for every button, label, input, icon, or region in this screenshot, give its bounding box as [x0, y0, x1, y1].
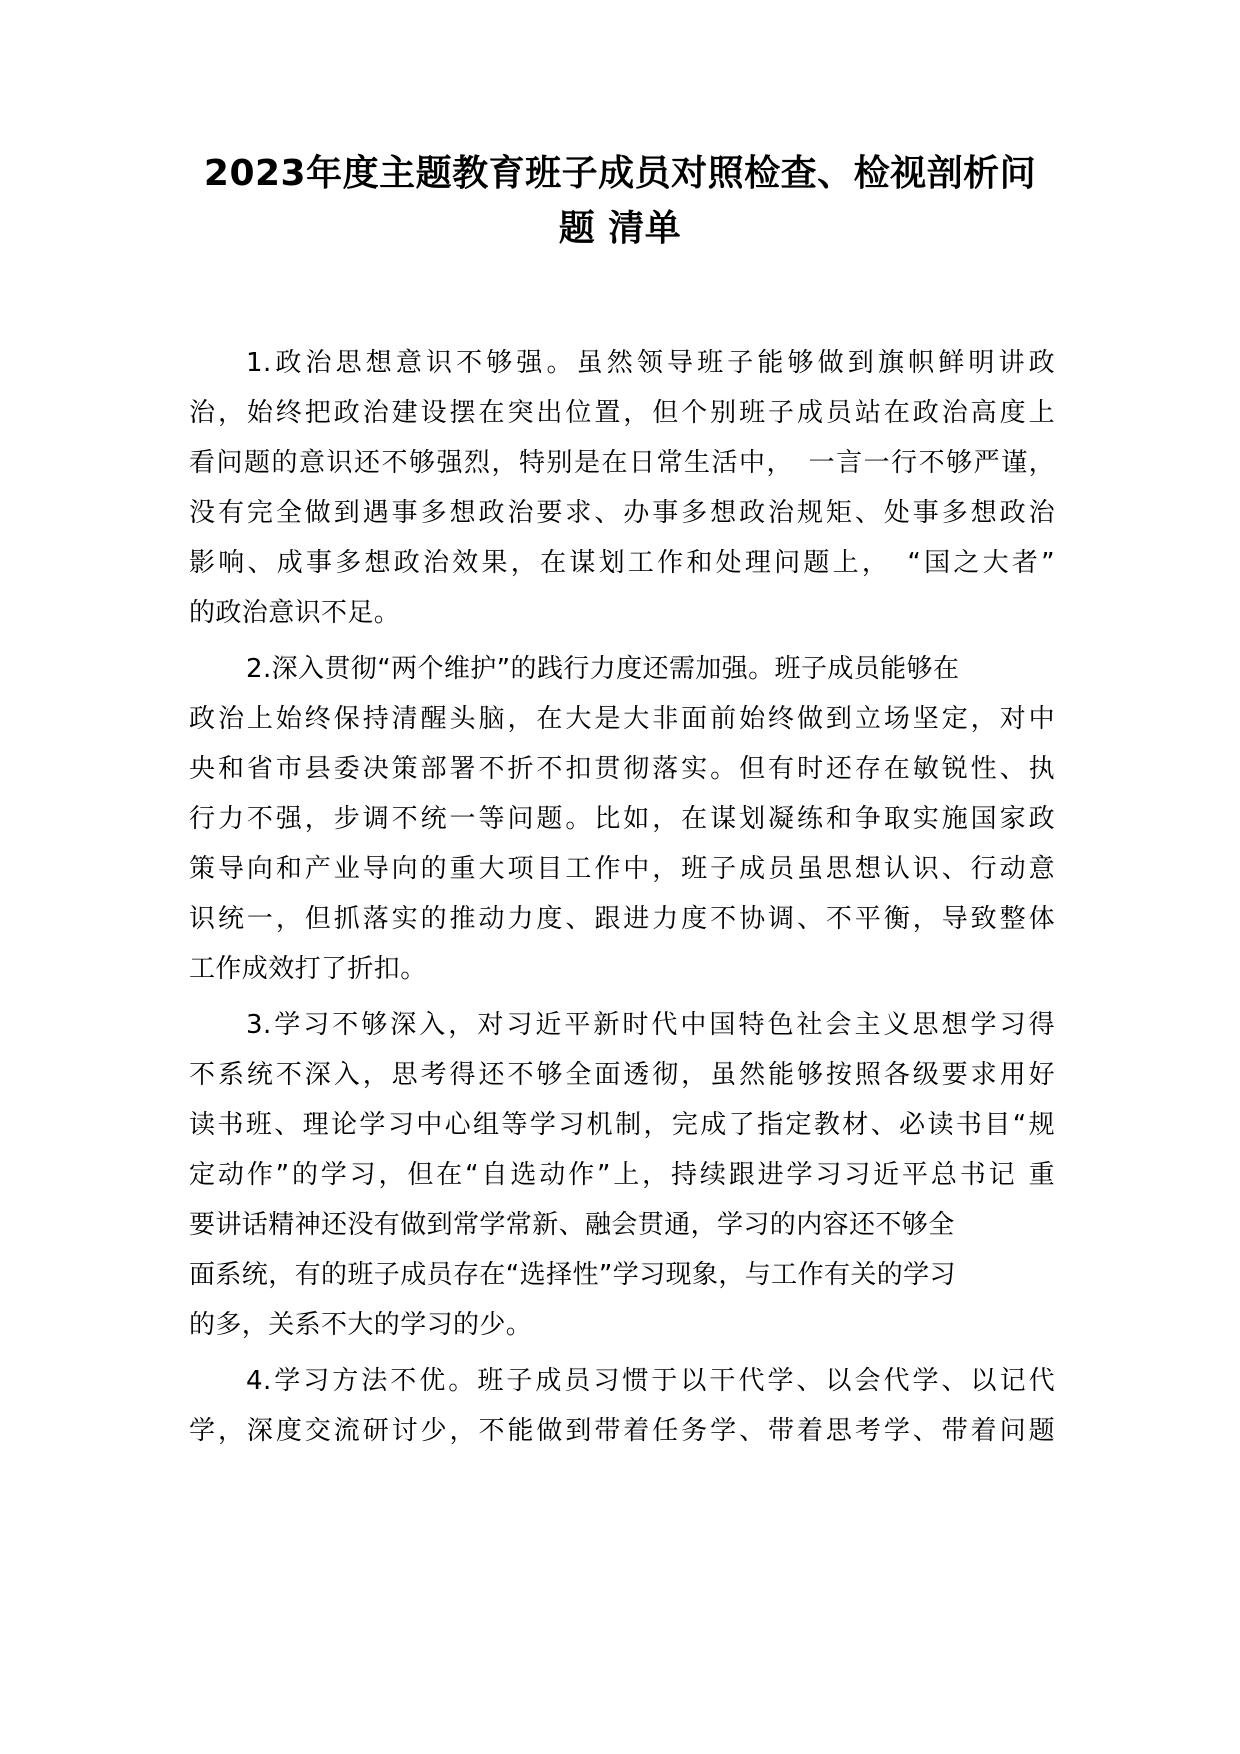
paragraph-line: 不系统不深入，思考得还不够全面透彻，虽然能够按照各级要求用好 — [189, 1060, 1055, 1090]
paragraph-line: 的多，关系不大的学习的少。 — [189, 1310, 533, 1340]
document-title — [180, 146, 1060, 256]
paragraph-line: 定动作”的学习，但在“自选动作”上，持续跟进学习习近平总书记 重 — [189, 1160, 1055, 1190]
paragraph-line: 看问题的意识还不够强烈，特别是在日常生活中， 一言一行不够严谨， — [189, 448, 1055, 478]
paragraph-4 — [189, 1356, 1055, 1456]
paragraph-line: 影响、成事多想政治效果，在谋划工作和处理问题上， “国之大者” — [189, 548, 1055, 578]
document-body — [189, 338, 1055, 1462]
paragraph-3 — [189, 1000, 1055, 1350]
paragraph-line: 行力不强，步调不统一等问题。比如，在谋划凝练和争取实施国家政 — [189, 804, 1055, 834]
paragraph-line: 面系统，有的班子成员存在“选择性”学习现象，与工作有关的学习 — [189, 1260, 956, 1290]
paragraph-line: 要讲话精神还没有做到常学常新、融会贯通，学习的内容还不够全 — [189, 1210, 955, 1240]
paragraph-line: 治，始终把政治建设摆在突出位置，但个别班子成员站在政治高度上 — [189, 398, 1055, 428]
title-line: 题 清单 — [558, 208, 682, 249]
paragraph-line: 的政治意识不足。 — [189, 598, 401, 628]
paragraph-line: 2.深入贯彻“两个维护”的践行力度还需加强。班子成员能够在 — [246, 654, 960, 684]
paragraph-line: 政治上始终保持清醒头脑，在大是大非面前始终做到立场坚定，对中 — [189, 704, 1055, 734]
paragraph-line: 读书班、理论学习中心组等学习机制，完成了指定教材、必读书目“规 — [189, 1110, 1055, 1140]
paragraph-1 — [189, 338, 1055, 638]
title-line: 2023年度主题教育班子成员对照检查、检视剖析问 — [203, 153, 1037, 194]
paragraph-line: 3.学习不够深入，对习近平新时代中国特色社会主义思想学习得 — [246, 1010, 1055, 1040]
paragraph-line: 识统一，但抓落实的推动力度、跟进力度不协调、不平衡，导致整体 — [189, 904, 1055, 934]
paragraph-line: 工作成效打了折扣。 — [189, 954, 427, 984]
paragraph-line: 4.学习方法不优。班子成员习惯于以干代学、以会代学、以记代 — [246, 1366, 1055, 1396]
paragraph-2 — [189, 644, 1055, 994]
paragraph-line: 央和省市县委决策部署不折不扣贯彻落实。但有时还存在敏锐性、执 — [189, 754, 1055, 784]
paragraph-line: 没有完全做到遇事多想政治要求、办事多想政治规矩、处事多想政治 — [189, 498, 1055, 528]
paragraph-line: 学，深度交流研讨少，不能做到带着任务学、带着思考学、带着问题 — [189, 1416, 1055, 1446]
paragraph-line: 1.政治思想意识不够强。虽然领导班子能够做到旗帜鲜明讲政 — [246, 348, 1055, 378]
paragraph-line: 策导向和产业导向的重大项目工作中，班子成员虽思想认识、行动意 — [189, 854, 1055, 884]
